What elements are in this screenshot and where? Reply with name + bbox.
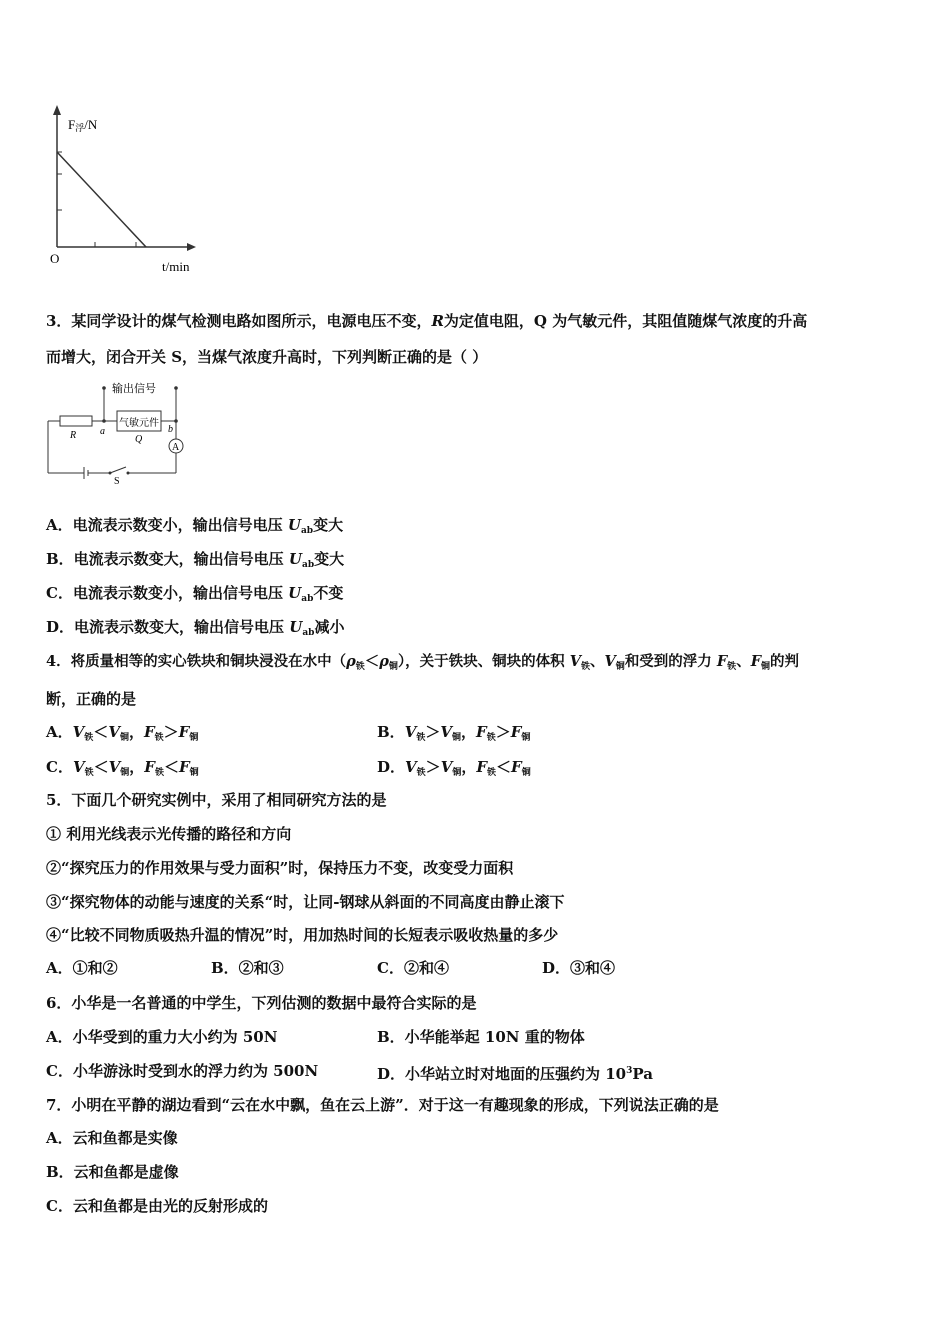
q6-option-d: D．小华站立时对地面的压强约为 $10^3Pa$	[377, 1065, 653, 1083]
q3-option-c: C．电流表示数变小，输出信号电压 $U_{ab}$不变	[46, 584, 344, 604]
r-label: R	[70, 430, 77, 441]
q5-option-a: A．①和②	[46, 959, 118, 977]
q3-option-a: A．电流表示数变小，输出信号电压 $U_{ab}$变大	[46, 516, 344, 536]
q4-option-c: C．$V_铁<V_铜$，$F_铁<F_铜$	[46, 758, 199, 778]
q4-option-d: D．$V_铁>V_铜$，$F_铁<F_铜$	[377, 758, 531, 778]
b-label: b	[168, 424, 173, 435]
q7-option-a: A．云和鱼都是实像	[46, 1129, 178, 1147]
q7-option-b: B．云和鱼都是虚像	[46, 1163, 179, 1181]
q6-option-b: B．小华能举起 10N 重的物体	[377, 1028, 585, 1046]
q4-option-b: B．$V_铁>V_铜$，$F_铁>F_铜$	[377, 723, 531, 743]
q6-option-a: A．小华受到的重力大小约为 50N	[46, 1028, 278, 1046]
q3-option-d: D．电流表示数变大，输出信号电压 $U_{ab}$减小	[46, 618, 345, 638]
y-axis-label: F浮/N	[68, 117, 98, 133]
switch-label: S	[114, 476, 120, 487]
x-axis-label: t/min	[162, 259, 190, 274]
q5-item-2: ②“探究压力的作用效果与受力面积”时，保持压力不变，改变受力面积	[46, 859, 514, 877]
buoyancy-line	[57, 152, 146, 247]
q6-stem: 6．小华是一名普通的中学生，下列估测的数据中最符合实际的是	[46, 994, 477, 1012]
ammeter-label: A	[172, 442, 180, 453]
q4-stem-line2: 断，正确的是	[46, 690, 137, 708]
q-label: Q	[135, 434, 143, 445]
q3-option-b: B．电流表示数变大，输出信号电压 $U_{ab}$变大	[46, 550, 345, 570]
q5-item-4: ④“比较不同物质吸热升温的情况”时，用加热时间的长短表示吸收热量的多少	[46, 926, 559, 944]
q5-option-b: B．②和③	[211, 959, 284, 977]
q7-option-c: C．云和鱼都是由光的反射形成的	[46, 1197, 268, 1215]
q5-stem: 5．下面几个研究实例中，采用了相同研究方法的是	[46, 791, 387, 809]
gas-detector-circuit	[42, 378, 192, 488]
q3-stem-line1: 3．某同学设计的煤气检测电路如图所示，电源电压不变，R为定值电阻，Q 为气敏元件，其阻值随煤气浓度的升高	[46, 312, 808, 330]
buoyancy-time-graph	[40, 105, 210, 280]
q5-option-c: C．②和④	[377, 959, 449, 977]
sensor-label: 气敏元件	[119, 418, 159, 429]
output-signal-label: 输出信号	[112, 383, 156, 395]
q6-option-c: C．小华游泳时受到水的浮力约为 500N	[46, 1062, 319, 1080]
q5-option-d: D．③和④	[542, 959, 616, 977]
q5-item-3: ③“探究物体的动能与速度的关系“时，让同-钢球从斜面的不同高度由静止滚下	[46, 893, 565, 911]
q5-item-1: ① 利用光线表示光传播的路径和方向	[46, 825, 292, 843]
q7-stem: 7．小明在平静的湖边看到“云在水中飘，鱼在云上游”．对于这一有趣现象的形成，下列说法正确的是	[46, 1096, 719, 1114]
origin-label: O	[50, 251, 60, 266]
q4-option-a: A．$V_铁<V_铜$，$F_铁>F_铜$	[46, 723, 199, 743]
q4-stem-line1: 4．将质量相等的实心铁块和铜块浸没在水中$(\rho_铁<\rho_铜)$，关于铁块、铜块的体积 $V_铁$、$V_铜$和受到的浮力 $F_铁$、$F_铜$的判	[46, 653, 799, 672]
q3-stem-line2: 而增大，闭合开关 S，当煤气浓度升高时，下列判断正确的是（ ）	[46, 348, 488, 366]
a-label: a	[100, 426, 105, 437]
